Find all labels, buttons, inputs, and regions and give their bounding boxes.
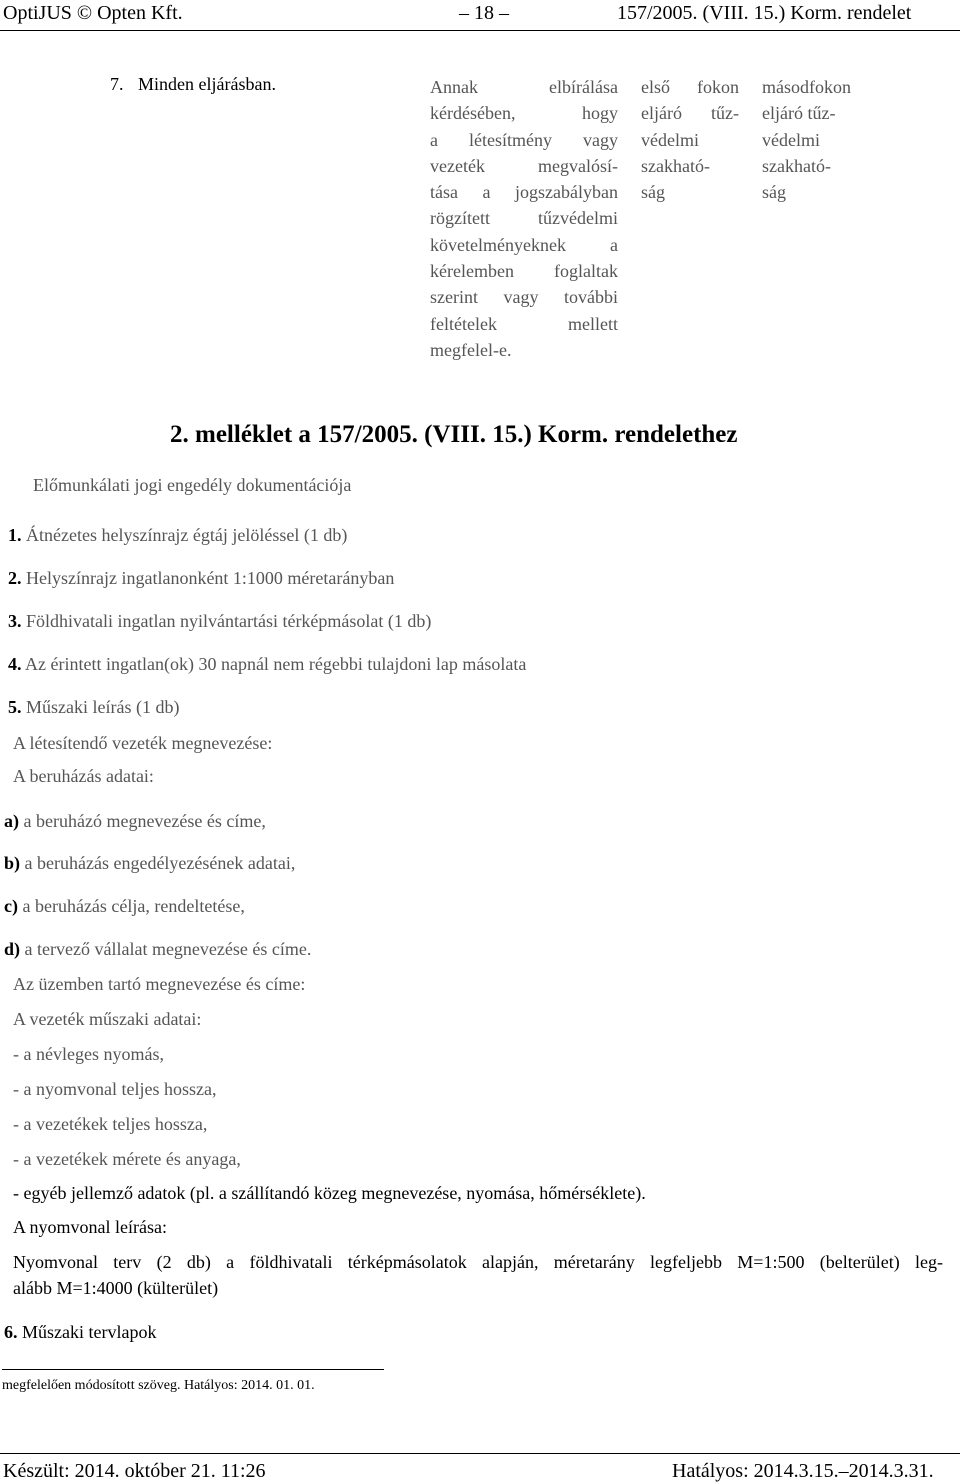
item-text: Földhivatali ingatlan nyilvántartási térképmásolat (1 db) bbox=[26, 611, 432, 631]
item-text: Helyszínrajz ingatlanonként 1:1000 méretarányban bbox=[26, 568, 395, 588]
pipe-name-label: A létesítendő vezeték megnevezése: bbox=[13, 733, 273, 753]
investment-label: A beruházás adatai: bbox=[13, 766, 154, 786]
dash-item: - a nyomvonal teljes hossza, bbox=[13, 1079, 217, 1099]
route-text-line: Nyomvonal terv (2 db) a földhivatali térképmásolatok alapján, méretarány legfeljebb M=1:500 (belterület) leg- bbox=[13, 1252, 943, 1272]
dash-item: - a vezetékek teljes hossza, bbox=[13, 1114, 208, 1134]
second-instance-line: eljáró tűz- bbox=[762, 103, 836, 124]
technical-label: A vezeték műszaki adatai: bbox=[13, 1009, 202, 1029]
operator-label: Az üzemben tartó megnevezése és címe: bbox=[13, 974, 306, 994]
list-item bbox=[8, 525, 347, 546]
item-number: 4. bbox=[8, 654, 22, 674]
first-instance-line: eljáró tűz- bbox=[641, 103, 739, 124]
item-letter: d) bbox=[4, 939, 21, 959]
item-number: 6. bbox=[4, 1322, 18, 1342]
footer-rule bbox=[0, 1453, 960, 1454]
dash-item: - a névleges nyomás, bbox=[13, 1044, 164, 1064]
item-text: a beruházás célja, rendeltetése, bbox=[22, 896, 245, 916]
second-instance-line: ság bbox=[762, 182, 786, 203]
second-instance-line: másodfokon bbox=[762, 77, 851, 97]
lettered-item bbox=[4, 853, 295, 874]
row-first-instance bbox=[641, 74, 739, 205]
subject-line: követelményeknek a bbox=[430, 234, 618, 255]
item-text: Átnézetes helyszínrajz égtáj jelöléssel (1 db) bbox=[26, 525, 348, 545]
item-text: Műszaki leírás (1 db) bbox=[26, 697, 180, 717]
lettered-item bbox=[4, 939, 311, 960]
first-instance-line: első fokon bbox=[641, 77, 739, 97]
subject-line: feltételek mellett bbox=[430, 313, 618, 334]
dash-item: - a vezetékek mérete és anyaga, bbox=[13, 1149, 241, 1169]
item-letter: b) bbox=[4, 853, 21, 873]
item-number: 5. bbox=[8, 697, 22, 717]
subject-line: a létesítmény vagy bbox=[430, 129, 618, 150]
item-text: Műszaki tervlapok bbox=[22, 1322, 157, 1342]
list-item bbox=[4, 1322, 156, 1343]
row-second-instance bbox=[762, 74, 851, 205]
annex-title: 2. melléklet a 157/2005. (VIII. 15.) Korm. rendelethez bbox=[170, 421, 738, 448]
first-instance-line: védelmi bbox=[641, 129, 699, 150]
item-text: Az érintett ingatlan(ok) 30 napnál nem régebbi tulajdoni lap másolata bbox=[25, 654, 527, 674]
row-number: 7. bbox=[110, 74, 124, 94]
lettered-item bbox=[4, 811, 266, 832]
list-item bbox=[8, 568, 394, 589]
header-rule bbox=[0, 30, 960, 31]
section-title: Előmunkálati jogi engedély dokumentációja bbox=[33, 475, 352, 495]
subject-line: megfelel-e. bbox=[430, 339, 512, 360]
item-text: a beruházás engedélyezésének adatai, bbox=[24, 853, 296, 873]
footnote: megfelelően módosított szöveg. Hatályos: 2014. 01. 01. bbox=[2, 1378, 315, 1393]
item-text: a beruházó megnevezése és címe, bbox=[23, 811, 266, 831]
lettered-item bbox=[4, 896, 245, 917]
subject-line: kérdésében, hogy bbox=[430, 103, 618, 124]
second-instance-line: védelmi bbox=[762, 129, 820, 150]
item-letter: a) bbox=[4, 811, 19, 831]
second-instance-line: szakható- bbox=[762, 155, 831, 176]
dash-item: - egyéb jellemző adatok (pl. a szállítandó közeg megnevezése, nyomása, hőmérséklete). bbox=[13, 1183, 646, 1203]
row-procedure: Minden eljárásban. bbox=[138, 74, 276, 94]
subject-line: rögzített tűzvédelmi bbox=[430, 208, 618, 229]
subject-line: szerint vagy további bbox=[430, 287, 618, 308]
item-letter: c) bbox=[4, 896, 18, 916]
page-number: – 18 – bbox=[459, 2, 509, 24]
list-item bbox=[8, 654, 526, 675]
row-subject bbox=[430, 74, 618, 363]
subject-line: kérelemben foglaltak bbox=[430, 261, 618, 282]
item-number: 2. bbox=[8, 568, 22, 588]
route-label: A nyomvonal leírása: bbox=[13, 1217, 167, 1237]
item-number: 3. bbox=[8, 611, 22, 631]
footer-left: Készült: 2014. október 21. 11:26 bbox=[3, 1460, 266, 1482]
footnote-rule bbox=[2, 1369, 384, 1370]
subject-line: vezeték megvalósí- bbox=[430, 155, 618, 176]
footer-right: Hatályos: 2014.3.15.–2014.3.31. bbox=[672, 1460, 934, 1482]
header-left: OptiJUS © Opten Kft. bbox=[3, 2, 183, 24]
route-text-line: alább M=1:4000 (külterület) bbox=[13, 1278, 219, 1298]
header-right: 157/2005. (VIII. 15.) Korm. rendelet bbox=[617, 2, 912, 24]
first-instance-line: szakható- bbox=[641, 155, 710, 176]
list-item bbox=[8, 611, 431, 632]
subject-line: Annak elbírálása bbox=[430, 77, 618, 97]
item-text: a tervező vállalat megnevezése és címe. bbox=[24, 939, 312, 959]
list-item bbox=[8, 697, 179, 718]
subject-line: tása a jogszabályban bbox=[430, 182, 618, 203]
first-instance-line: ság bbox=[641, 182, 665, 203]
item-number: 1. bbox=[8, 525, 22, 545]
